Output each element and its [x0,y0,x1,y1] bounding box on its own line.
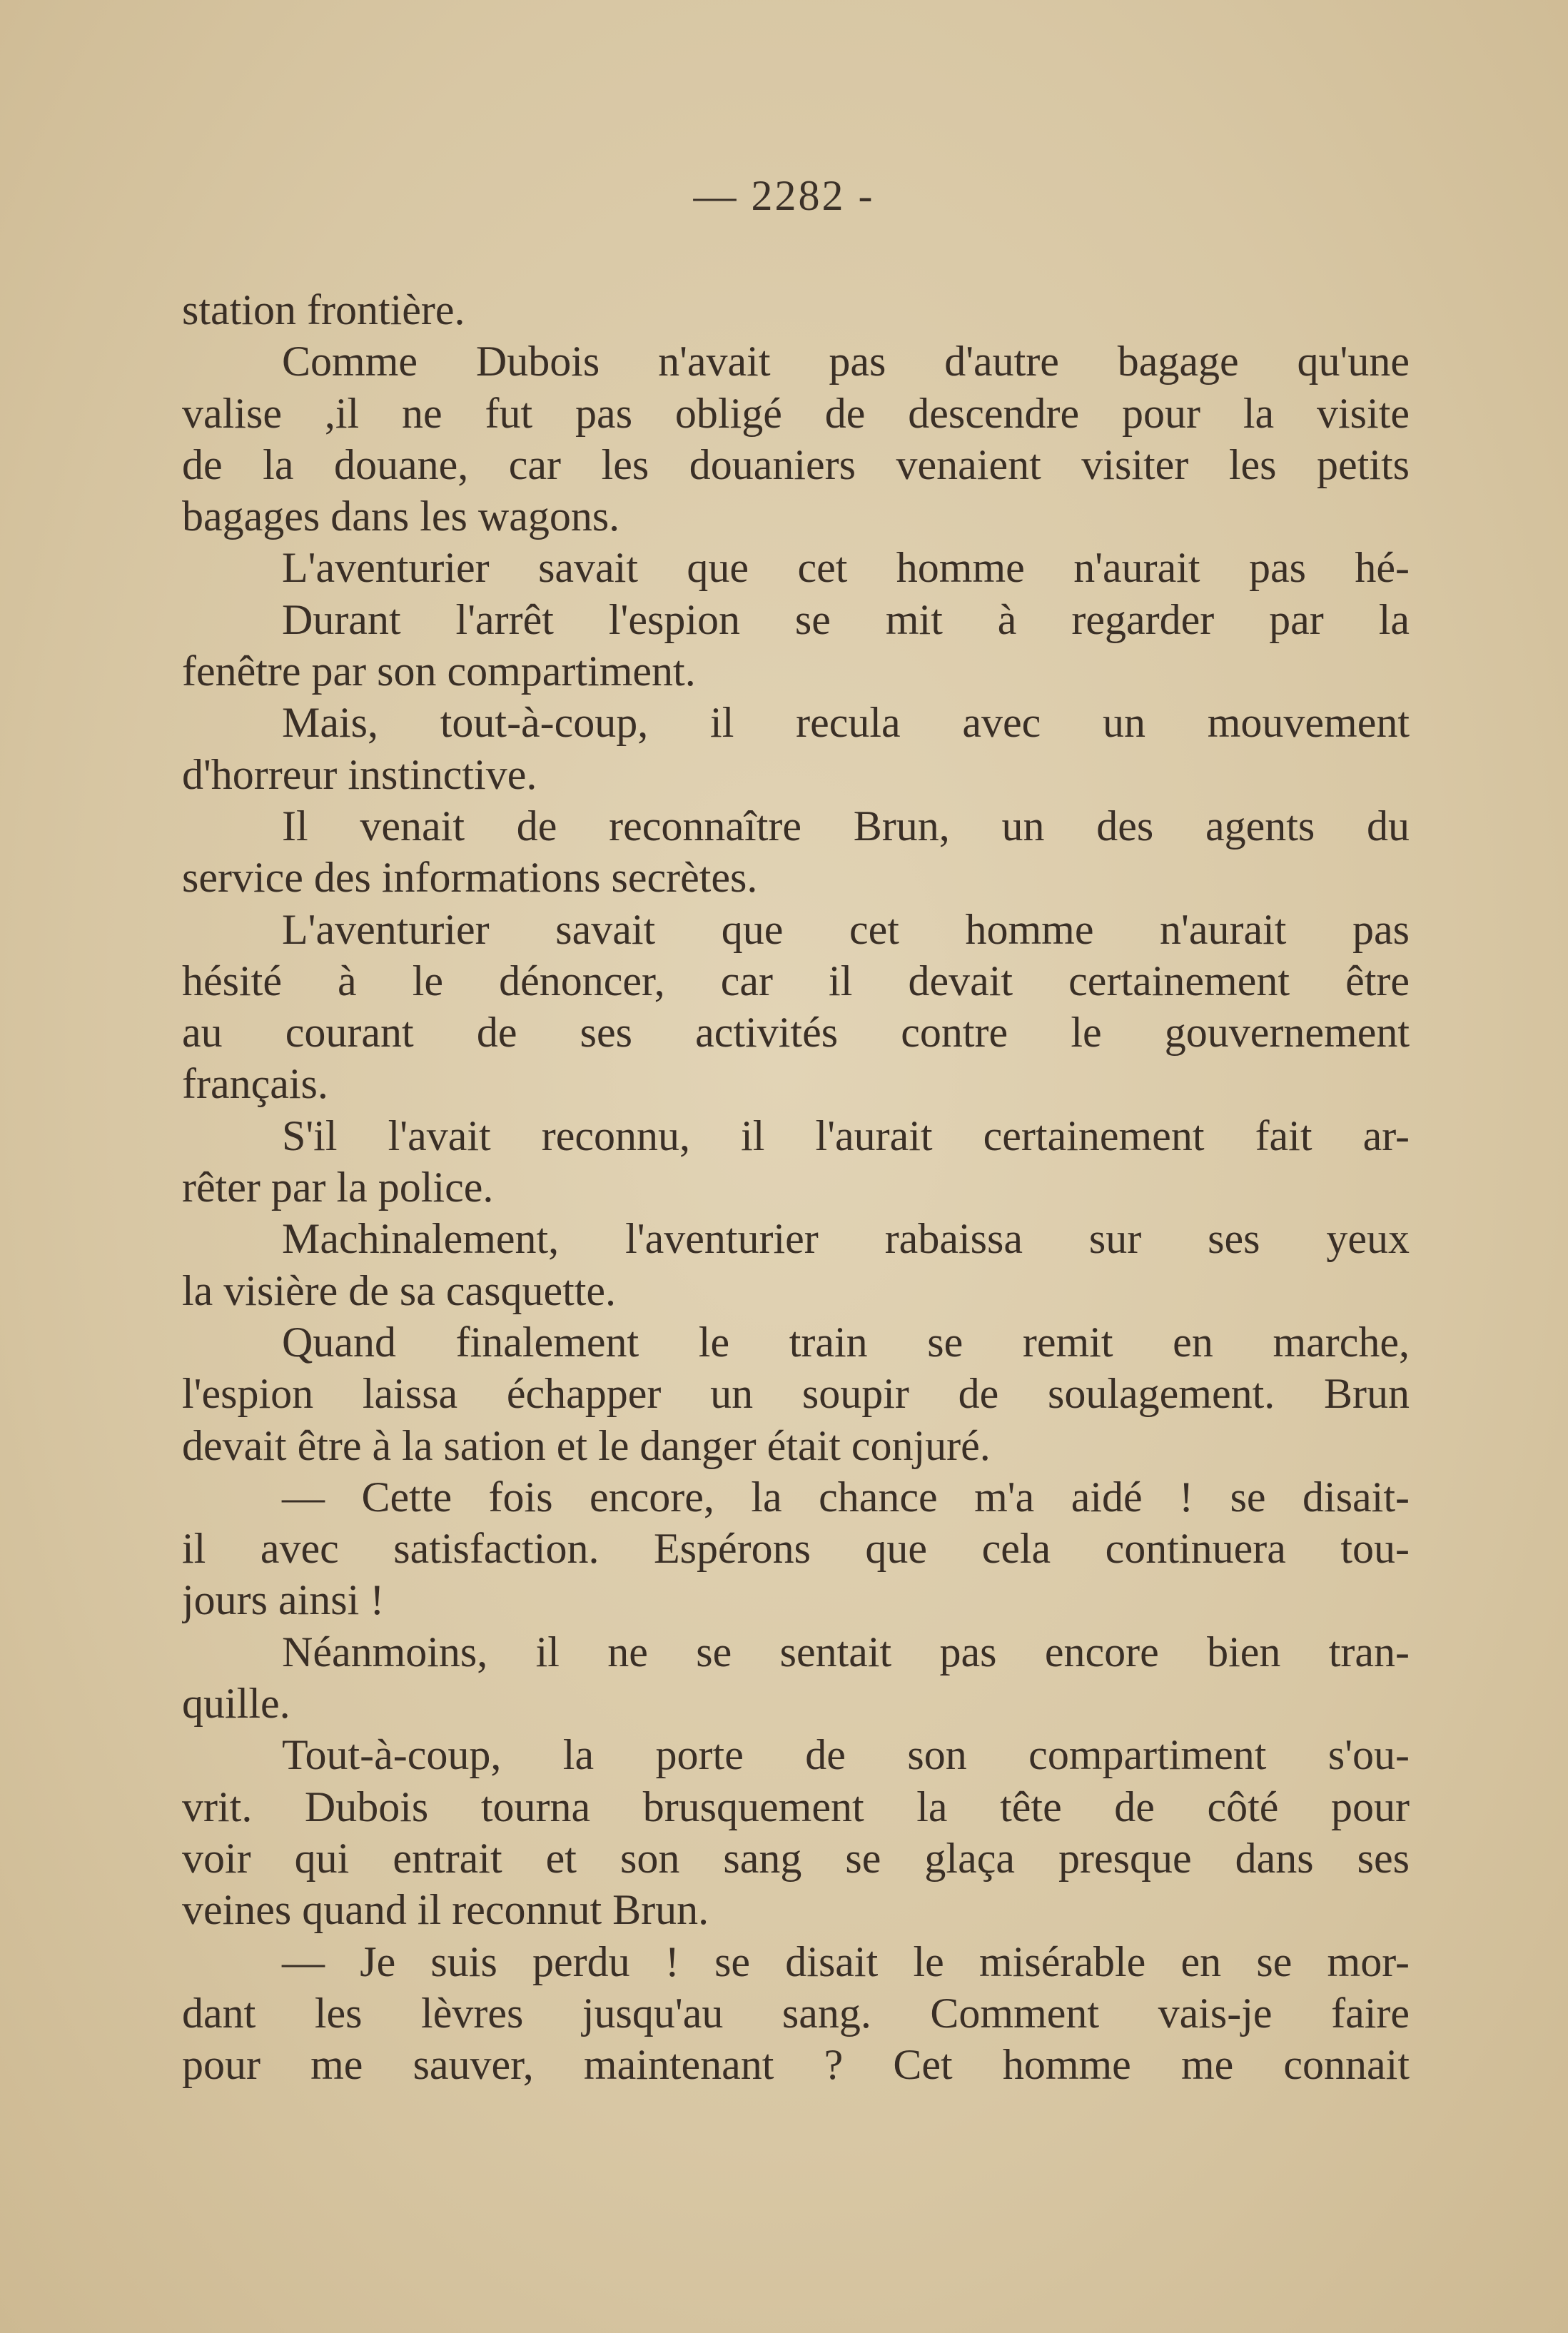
text-line: Quand finalement le train se remit en marche, [282,1318,1410,1366]
text-line: vrit. Dubois tourna brusquement la tête de côté pour [182,1783,1410,1830]
text-line: pour me sauver, maintenant ? Cet homme me connait [182,2041,1410,2089]
text-line: Il venait de reconnaître Brun, un des agents du [282,802,1410,850]
page-number: — 2282 - [693,172,875,219]
text-line: jours ainsi ! [182,1576,385,1624]
text-line: L'aventurier savait que cet homme n'aurait pas hé- [282,544,1410,592]
text-line: devait être à la sation et le danger était conjuré. [182,1421,991,1469]
text-line: voir qui entrait et son sang se glaça presque dans ses [182,1834,1410,1882]
text-line: au courant de ses activités contre le gouvernement [182,1009,1410,1057]
text-line: français. [182,1060,328,1108]
text-line: Tout-à-coup, la porte de son compartiment s'ou- [282,1731,1410,1779]
text-line: Durant l'arrêt l'espion se mit à regarder par la [282,595,1410,643]
text-line: dant les lèvres jusqu'au sang. Comment vais-je faire [182,1989,1410,2037]
text-line: il avec satisfaction. Espérons que cela continuera tou- [182,1525,1410,1573]
text-line: l'espion laissa échapper un soupir de soulagement. Brun [182,1370,1410,1418]
text-line: bagages dans les wagons. [182,493,620,540]
text-line: service des informations secrètes. [182,854,758,902]
text-line: L'aventurier savait que cet homme n'aurait pas [282,905,1410,953]
text-line: d'horreur instinctive. [182,750,537,798]
text-line: de la douane, car les douaniers venaient visiter les petits [182,440,1410,488]
text-line: veines quand il reconnut Brun. [182,1886,709,1934]
text-line: fenêtre par son compartiment. [182,648,696,695]
body-text [182,284,1410,2090]
text-line: — Je suis perdu ! se disait le misérable en se mor- [282,1938,1410,1985]
text-line: valise ,il ne fut pas obligé de descendre pour la visite [182,389,1410,437]
text-line: station frontière. [182,286,465,333]
text-line: la visière de sa casquette. [182,1266,617,1314]
text-line: Mais, tout-à-coup, il recula avec un mouvement [282,699,1410,747]
text-line: Machinalement, l'aventurier rabaissa sur ses yeux [282,1215,1410,1263]
text-line: hésité à le dénoncer, car il devait certainement être [182,957,1410,1004]
text-line: rêter par la police. [182,1164,494,1211]
text-line: quille. [182,1680,290,1728]
text-line: — Cette fois encore, la chance m'a aidé ! se disait- [282,1473,1410,1521]
text-line: S'il l'avait reconnu, il l'aurait certainement fait ar- [282,1112,1410,1159]
text-line: Comme Dubois n'avait pas d'autre bagage qu'une [282,338,1410,386]
text-line: Néanmoins, il ne se sentait pas encore bien tran- [282,1628,1410,1676]
